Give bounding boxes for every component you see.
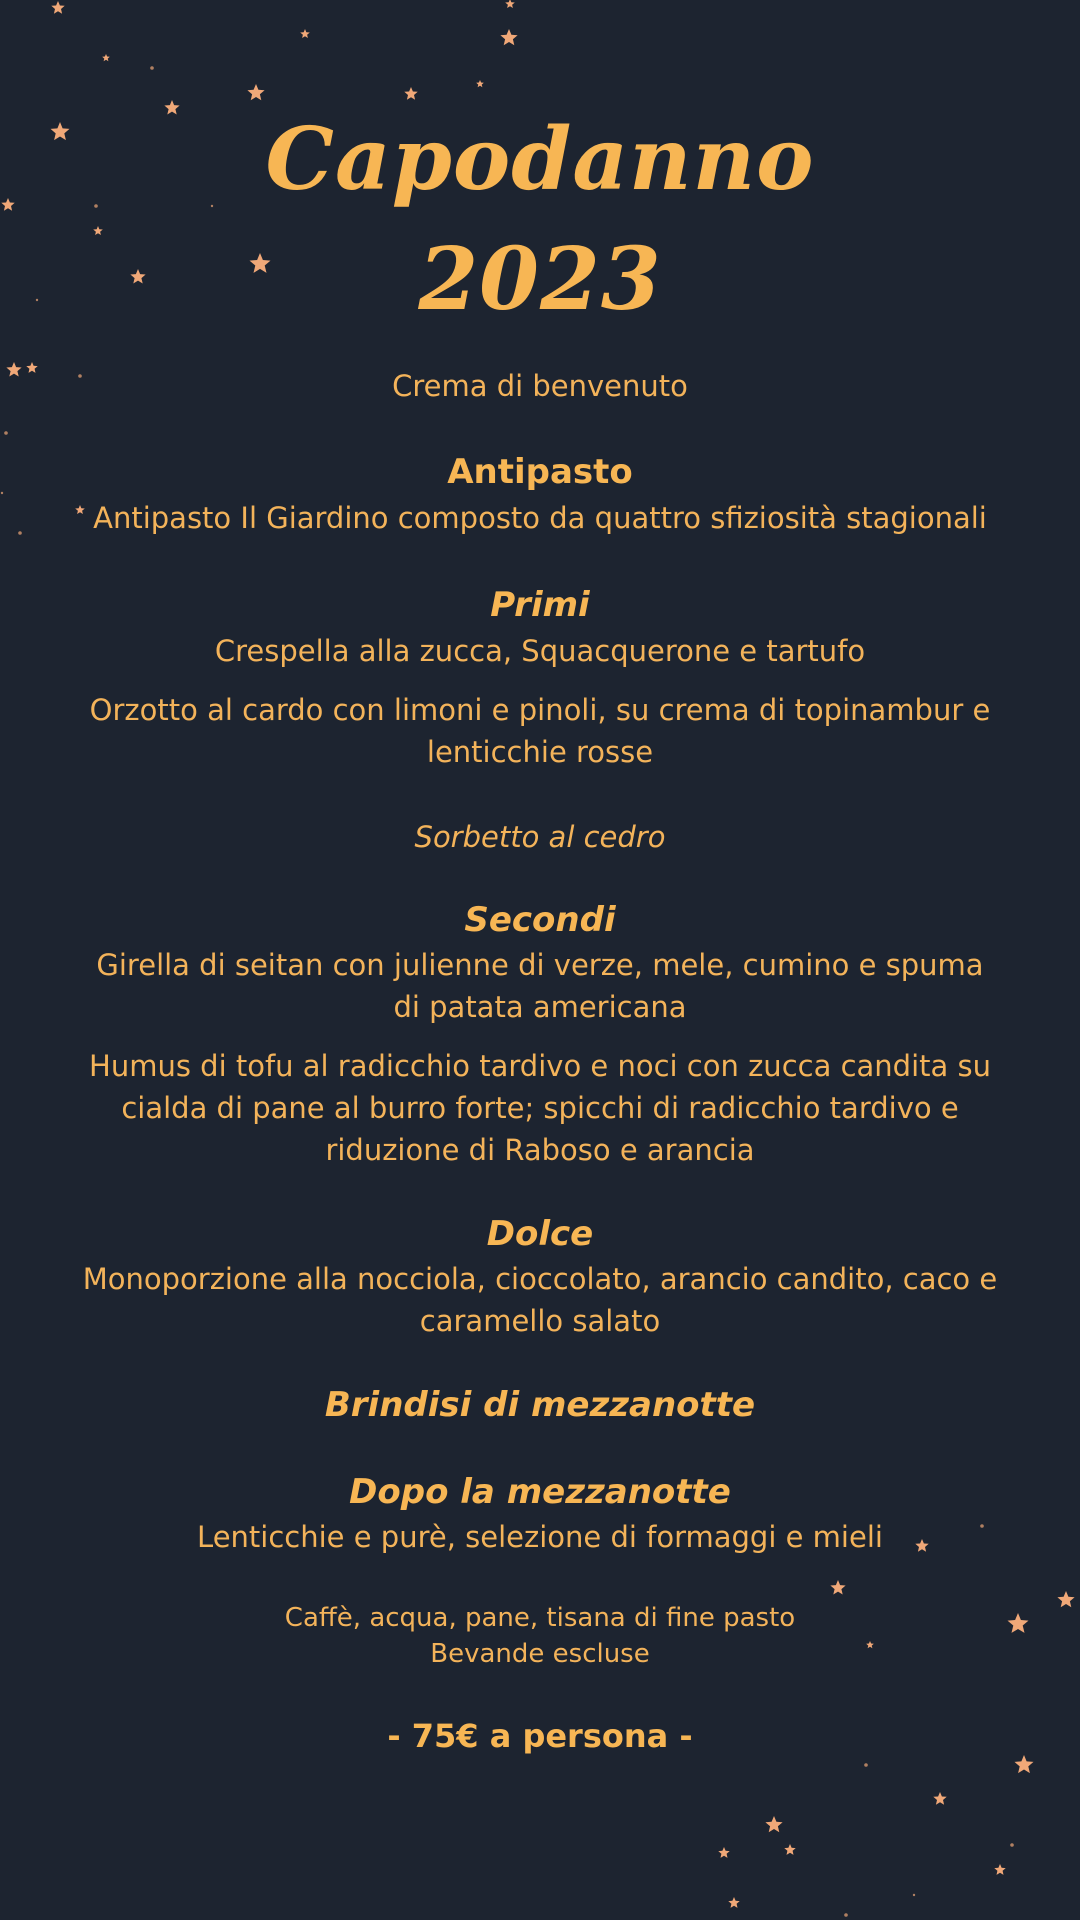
secondi-item-1-line-1: Girella di seitan con julienne di verze, mele, cumino e spuma xyxy=(96,948,984,982)
title-capodanno: Capodanno xyxy=(265,109,815,210)
secondi-item-2-line-1: Humus di tofu al radicchio tardivo e noci con zucca candita su xyxy=(89,1049,991,1083)
star-icon xyxy=(1010,1843,1014,1847)
star-icon xyxy=(4,431,8,435)
secondi-item-2-line-3: riduzione di Raboso e arancia xyxy=(325,1133,755,1167)
primi-item-1: Crespella alla zucca, Squacquerone e tartufo xyxy=(214,634,866,668)
star-icon xyxy=(844,1913,848,1917)
price-text: - 75€ a persona - xyxy=(387,1717,693,1755)
antipasto-heading: Antipasto xyxy=(447,452,633,492)
dolce-item-line-2: caramello salato xyxy=(419,1304,661,1338)
antipasto-item: Antipasto Il Giardino composto da quattro sfiziosità stagionali xyxy=(93,501,987,535)
primi-item-2-line-1: Orzotto al cardo con limoni e pinoli, su crema di topinambur e xyxy=(89,693,991,727)
primi-item-2-line-2: lenticchie rosse xyxy=(426,735,654,769)
star-icon xyxy=(1057,1591,1074,1607)
star-icon xyxy=(102,54,110,61)
secondi-item-2-line-2: cialda di pane al burro forte; spicchi di radicchio tardivo e xyxy=(121,1091,959,1125)
star-icon xyxy=(718,1847,729,1858)
star-icon xyxy=(765,1816,782,1832)
star-icon xyxy=(913,1894,915,1896)
star-icon xyxy=(500,29,517,45)
star-icon xyxy=(830,1580,845,1595)
brindisi-heading: Brindisi di mezzanotte xyxy=(324,1385,756,1425)
extras-text: Caffè, acqua, pane, tisana di fine pasto xyxy=(284,1603,796,1633)
secondi-item-1-line-2: di patata americana xyxy=(393,990,687,1024)
star-icon xyxy=(784,1844,795,1855)
star-icon xyxy=(994,1864,1005,1875)
star-icon xyxy=(300,29,310,38)
star-icon xyxy=(404,87,417,100)
star-icon xyxy=(476,80,484,87)
drinks-text: Bevande escluse xyxy=(430,1639,650,1669)
star-icon xyxy=(728,1897,739,1908)
dolce-heading: Dolce xyxy=(486,1214,594,1254)
star-icon xyxy=(18,531,22,535)
dolce-item-line-1: Monoporzione alla nocciola, cioccolato, arancio candito, caco e xyxy=(82,1262,998,1296)
star-icon xyxy=(1,492,3,494)
star-icon xyxy=(150,66,154,70)
star-icon xyxy=(26,362,37,373)
secondi-heading: Secondi xyxy=(464,900,616,940)
star-icon xyxy=(247,84,264,100)
star-icon xyxy=(6,362,21,377)
welcome-text: Crema di benvenuto xyxy=(392,369,688,403)
primi-heading: Primi xyxy=(490,585,590,625)
star-icon xyxy=(933,1792,946,1805)
star-icon xyxy=(505,0,515,8)
dopo-heading: Dopo la mezzanotte xyxy=(349,1472,731,1512)
star-icon xyxy=(51,1,64,14)
dopo-item: Lenticchie e purè, selezione di formaggi e mieli xyxy=(197,1520,883,1554)
sorbetto-text: Sorbetto al cedro xyxy=(414,820,666,854)
star-icon xyxy=(864,1763,868,1767)
title-year: 2023 xyxy=(418,229,662,330)
